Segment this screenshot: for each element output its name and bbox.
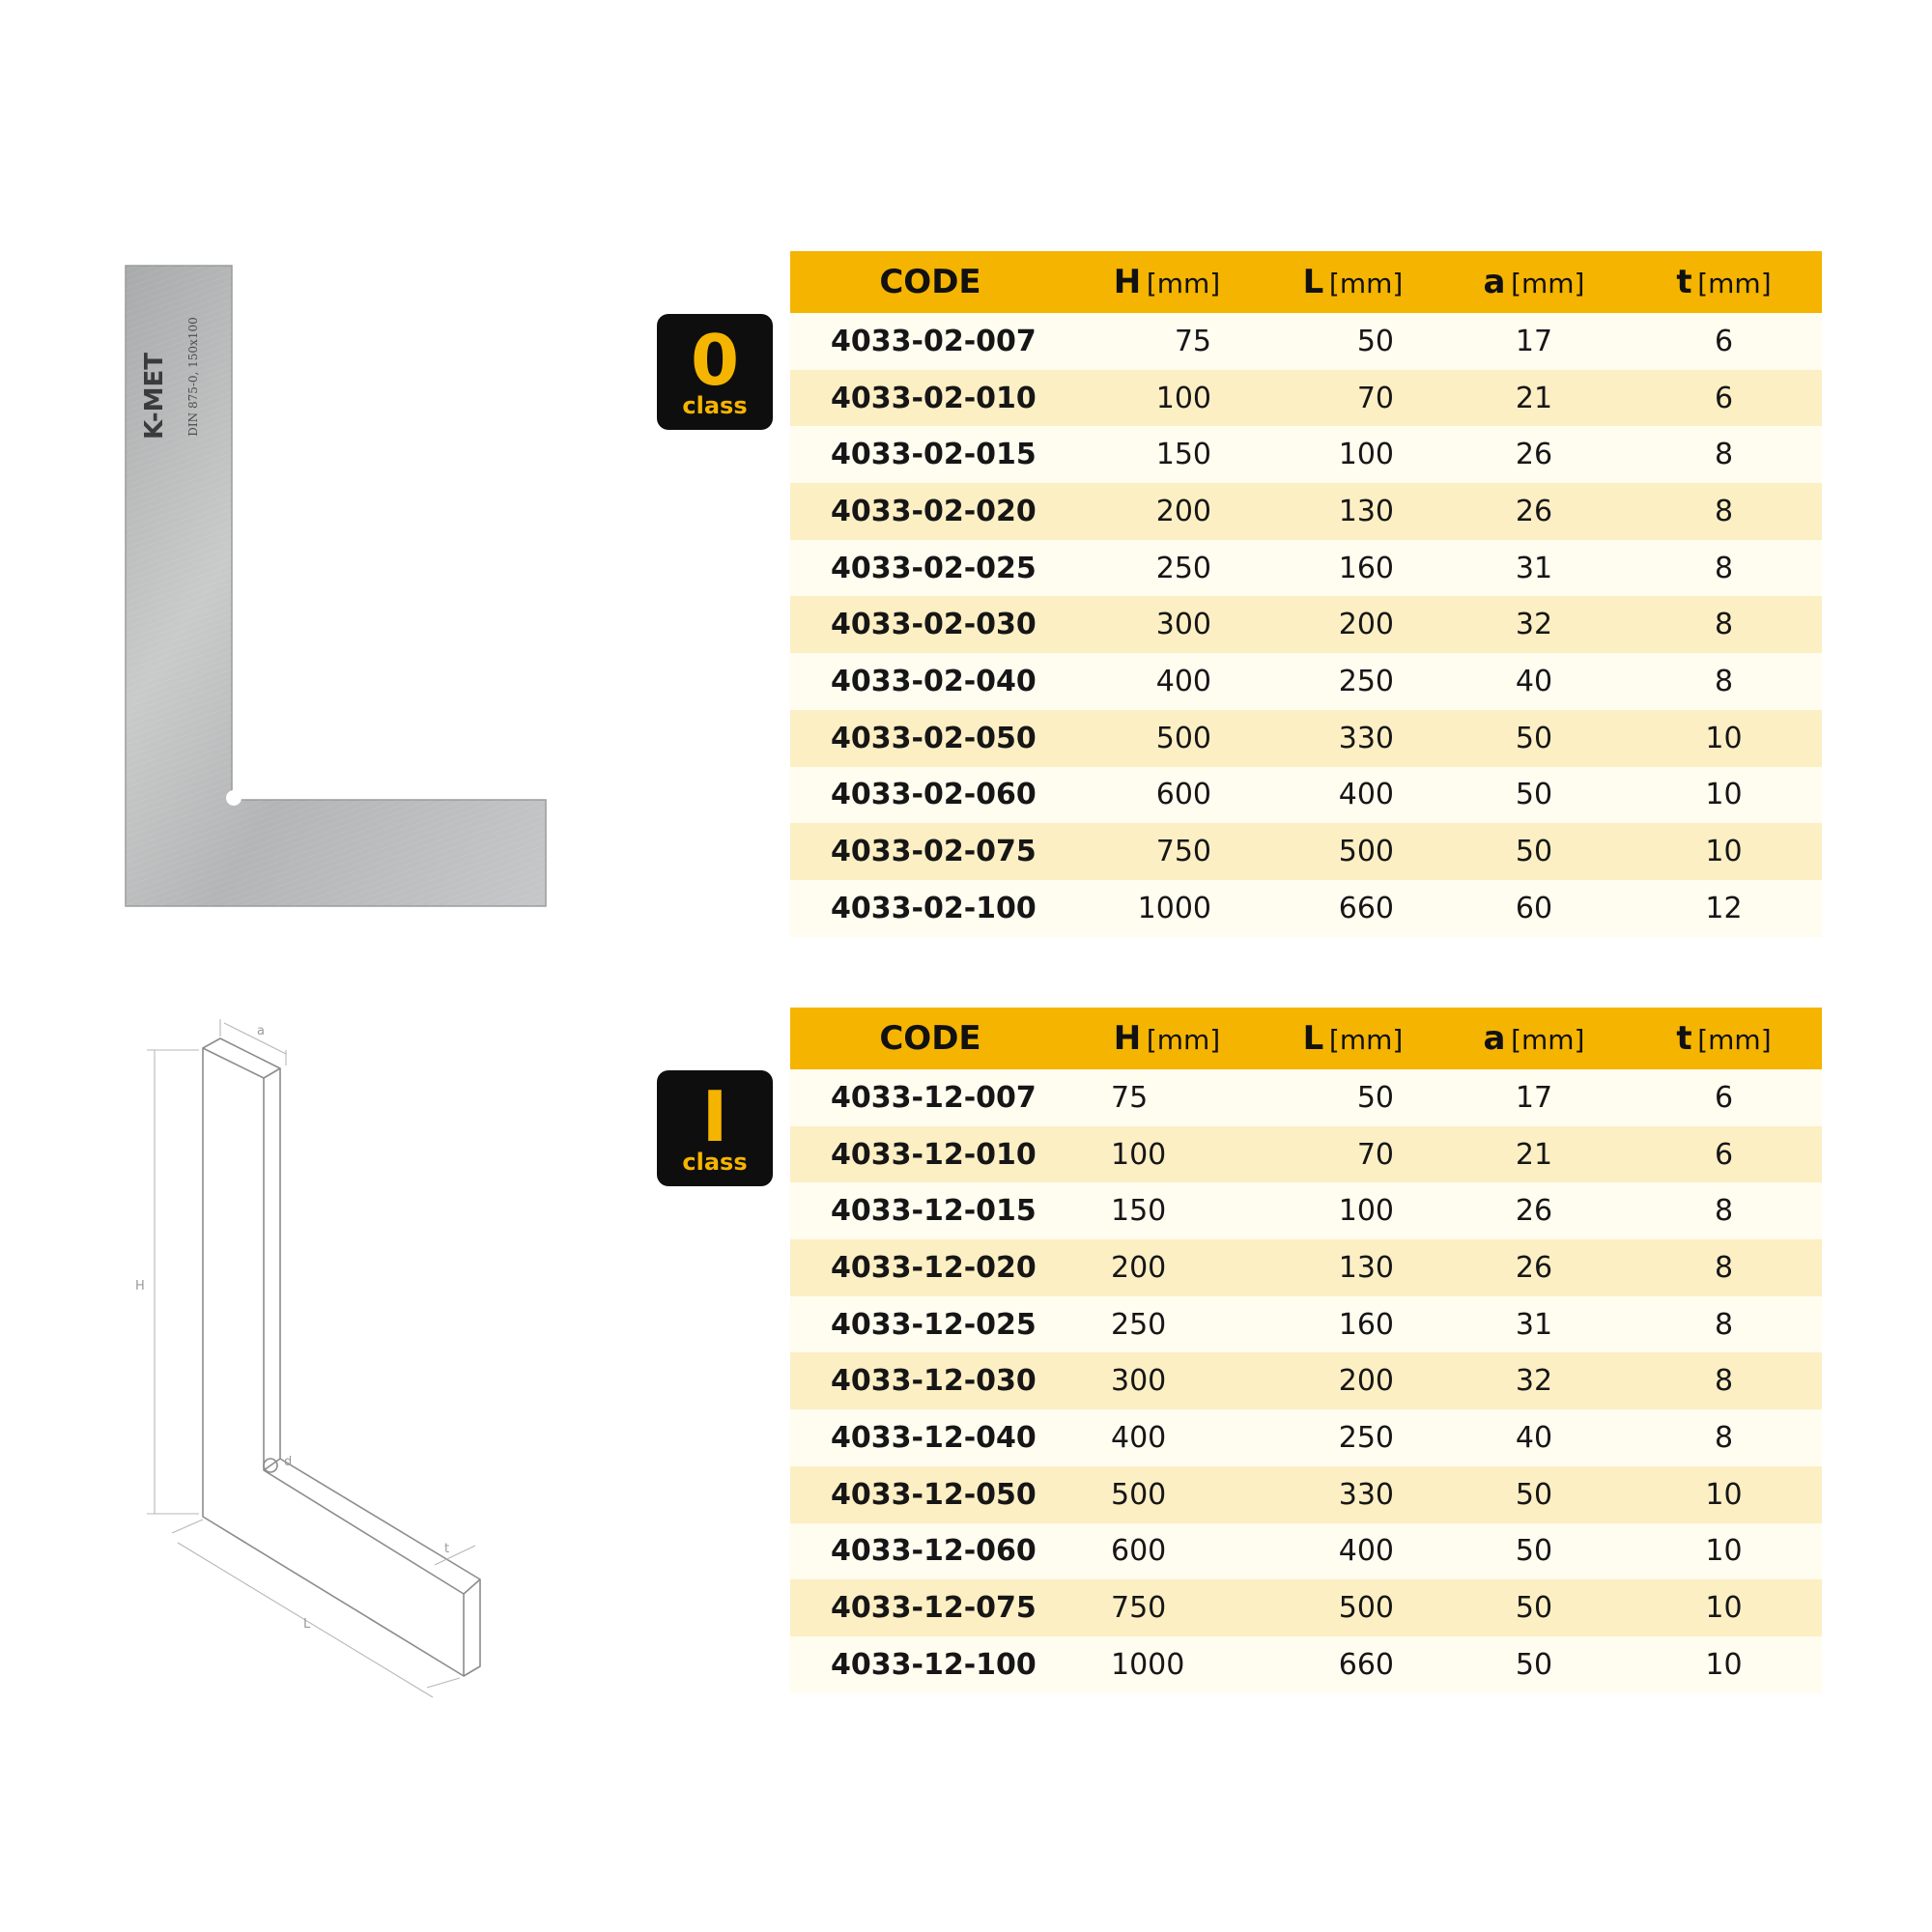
header-a-unit: [mm] [1511,268,1585,299]
cell-t: 8 [1626,1296,1822,1353]
cell-l: 130 [1264,1239,1442,1296]
table-row [790,370,1822,427]
cell-code: 4033-12-050 [790,1466,1070,1523]
header-t-symbol: t [1676,1019,1692,1058]
cell-a: 26 [1442,426,1626,483]
cell-code: 4033-12-020 [790,1239,1070,1296]
table-row [790,1126,1822,1183]
cell-a: 32 [1442,1352,1626,1409]
cell-t: 8 [1626,1182,1822,1239]
class-1-number: I [701,1076,728,1157]
cell-code: 4033-12-040 [790,1409,1070,1466]
class-0-badge [657,314,773,430]
class-1-badge [657,1070,773,1186]
header-l-unit: [mm] [1328,1024,1404,1056]
cell-h: 150 [1070,1182,1264,1239]
cell-code: 4033-12-007 [790,1069,1070,1126]
table-row [790,767,1822,824]
cell-h: 600 [1070,767,1264,824]
cell-code: 4033-12-010 [790,1126,1070,1183]
cell-l: 160 [1264,1296,1442,1353]
class-0-number: 0 [690,320,740,401]
cell-a: 31 [1442,540,1626,597]
header-h-symbol: H [1113,263,1142,301]
cell-l: 50 [1264,313,1442,370]
table-row [790,1466,1822,1523]
table-row [790,1579,1822,1636]
table-row [790,1409,1822,1466]
table-row [790,1296,1822,1353]
cell-l: 500 [1264,1579,1442,1636]
cell-l: 250 [1264,1409,1442,1466]
cell-a: 21 [1442,370,1626,427]
table-row [790,880,1822,937]
dimension-drawing [126,1009,493,1705]
cell-code: 4033-02-030 [790,596,1070,653]
header-h-unit: [mm] [1146,268,1221,299]
cell-code: 4033-02-010 [790,370,1070,427]
cell-t: 12 [1626,880,1822,937]
cell-l: 330 [1264,710,1442,767]
table-row [790,426,1822,483]
header-a-symbol: a [1483,1019,1506,1058]
cell-t: 8 [1626,483,1822,540]
cell-a: 40 [1442,1409,1626,1466]
cell-h: 400 [1070,1409,1264,1466]
cell-h: 750 [1070,1579,1264,1636]
cell-h: 500 [1070,710,1264,767]
cell-a: 60 [1442,880,1626,937]
cell-a: 26 [1442,483,1626,540]
cell-code: 4033-02-050 [790,710,1070,767]
header-l-symbol: L [1302,263,1324,301]
cell-code: 4033-02-025 [790,540,1070,597]
cell-a: 50 [1442,823,1626,880]
cell-t: 6 [1626,1069,1822,1126]
table-row [790,1239,1822,1296]
cell-a: 50 [1442,767,1626,824]
cell-h: 300 [1070,1352,1264,1409]
cell-a: 50 [1442,1579,1626,1636]
cell-t: 10 [1626,710,1822,767]
header-a-unit: [mm] [1511,1024,1585,1056]
cell-code: 4033-02-020 [790,483,1070,540]
header-h [1070,251,1264,313]
cell-h: 100 [1070,370,1264,427]
cell-code: 4033-02-015 [790,426,1070,483]
table-row [790,483,1822,540]
cell-t: 6 [1626,370,1822,427]
cell-l: 200 [1264,1352,1442,1409]
cell-a: 50 [1442,710,1626,767]
cell-code: 4033-02-075 [790,823,1070,880]
header-l [1264,1008,1442,1069]
cell-a: 17 [1442,1069,1626,1126]
cell-h: 75 [1070,313,1264,370]
drawing-label-t: t [444,1542,450,1556]
class-1-label: class [682,1149,748,1176]
cell-a: 50 [1442,1636,1626,1693]
cell-t: 8 [1626,653,1822,710]
header-l-unit: [mm] [1328,268,1404,299]
cell-l: 70 [1264,1126,1442,1183]
cell-code: 4033-12-060 [790,1523,1070,1580]
cell-a: 21 [1442,1126,1626,1183]
drawing-label-l: L [303,1617,311,1632]
cell-l: 400 [1264,1523,1442,1580]
cell-t: 8 [1626,596,1822,653]
cell-code: 4033-12-075 [790,1579,1070,1636]
cell-h: 250 [1070,540,1264,597]
drawing-label-a: a [257,1024,265,1038]
class-0-label: class [682,392,748,419]
table-row [790,596,1822,653]
cell-l: 400 [1264,767,1442,824]
cell-code: 4033-02-100 [790,880,1070,937]
drawing-label-h: H [135,1279,145,1293]
cell-h: 200 [1070,1239,1264,1296]
cell-a: 50 [1442,1466,1626,1523]
cell-code: 4033-02-007 [790,313,1070,370]
cell-l: 70 [1264,370,1442,427]
cell-l: 500 [1264,823,1442,880]
cell-h: 200 [1070,483,1264,540]
cell-code: 4033-12-015 [790,1182,1070,1239]
cell-a: 31 [1442,1296,1626,1353]
cell-t: 8 [1626,1239,1822,1296]
cell-code: 4033-02-040 [790,653,1070,710]
header-t [1626,251,1822,313]
cell-t: 6 [1626,313,1822,370]
cell-code: 4033-12-025 [790,1296,1070,1353]
cell-h: 750 [1070,823,1264,880]
cell-h: 250 [1070,1296,1264,1353]
header-t-unit: [mm] [1697,1024,1772,1056]
cell-a: 40 [1442,653,1626,710]
cell-a: 50 [1442,1523,1626,1580]
header-code: CODE [790,1008,1070,1069]
cell-code: 4033-12-100 [790,1636,1070,1693]
header-a [1442,1008,1626,1069]
table-row [790,1352,1822,1409]
cell-t: 8 [1626,540,1822,597]
cell-t: 8 [1626,426,1822,483]
cell-h: 75 [1070,1069,1264,1126]
header-h-symbol: H [1113,1019,1142,1058]
table-row [790,540,1822,597]
cell-l: 250 [1264,653,1442,710]
cell-t: 10 [1626,1636,1822,1693]
header-code: CODE [790,251,1070,313]
cell-code: 4033-12-030 [790,1352,1070,1409]
cell-l: 160 [1264,540,1442,597]
cell-t: 8 [1626,1352,1822,1409]
cell-t: 10 [1626,823,1822,880]
table-row [790,1069,1822,1126]
cell-a: 32 [1442,596,1626,653]
cell-t: 8 [1626,1409,1822,1466]
cell-l: 100 [1264,1182,1442,1239]
cell-t: 10 [1626,1466,1822,1523]
header-t-unit: [mm] [1697,268,1772,299]
cell-l: 330 [1264,1466,1442,1523]
square-photo [116,261,560,918]
cell-t: 10 [1626,1579,1822,1636]
header-h [1070,1008,1264,1069]
cell-h: 1000 [1070,880,1264,937]
cell-h: 500 [1070,1466,1264,1523]
header-a [1442,251,1626,313]
header-t-symbol: t [1676,263,1692,301]
cell-t: 10 [1626,767,1822,824]
table-row [790,1182,1822,1239]
cell-l: 660 [1264,1636,1442,1693]
header-l [1264,251,1442,313]
cell-code: 4033-02-060 [790,767,1070,824]
cell-h: 300 [1070,596,1264,653]
table-row [790,653,1822,710]
cell-l: 50 [1264,1069,1442,1126]
cell-h: 400 [1070,653,1264,710]
table-row [790,1523,1822,1580]
table-header-row [790,1008,1822,1069]
cell-h: 150 [1070,426,1264,483]
table-row [790,1636,1822,1693]
brand-engraving: K-MET [140,352,169,440]
table-row [790,710,1822,767]
header-h-unit: [mm] [1146,1024,1221,1056]
cell-t: 10 [1626,1523,1822,1580]
cell-t: 6 [1626,1126,1822,1183]
header-l-symbol: L [1302,1019,1324,1058]
din-engraving: DIN 875-0, 150x100 [186,317,200,437]
cell-l: 100 [1264,426,1442,483]
class-0-spec-table [790,251,1822,937]
cell-l: 660 [1264,880,1442,937]
drawing-label-d: d [284,1455,293,1469]
header-t [1626,1008,1822,1069]
class-1-spec-table [790,1008,1822,1693]
cell-a: 26 [1442,1239,1626,1296]
header-a-symbol: a [1483,263,1506,301]
relief-hole [226,790,242,806]
cell-l: 200 [1264,596,1442,653]
cell-l: 130 [1264,483,1442,540]
table-header-row [790,251,1822,313]
cell-a: 26 [1442,1182,1626,1239]
cell-a: 17 [1442,313,1626,370]
cell-h: 1000 [1070,1636,1264,1693]
table-row [790,823,1822,880]
cell-h: 600 [1070,1523,1264,1580]
table-row [790,313,1822,370]
cell-h: 100 [1070,1126,1264,1183]
